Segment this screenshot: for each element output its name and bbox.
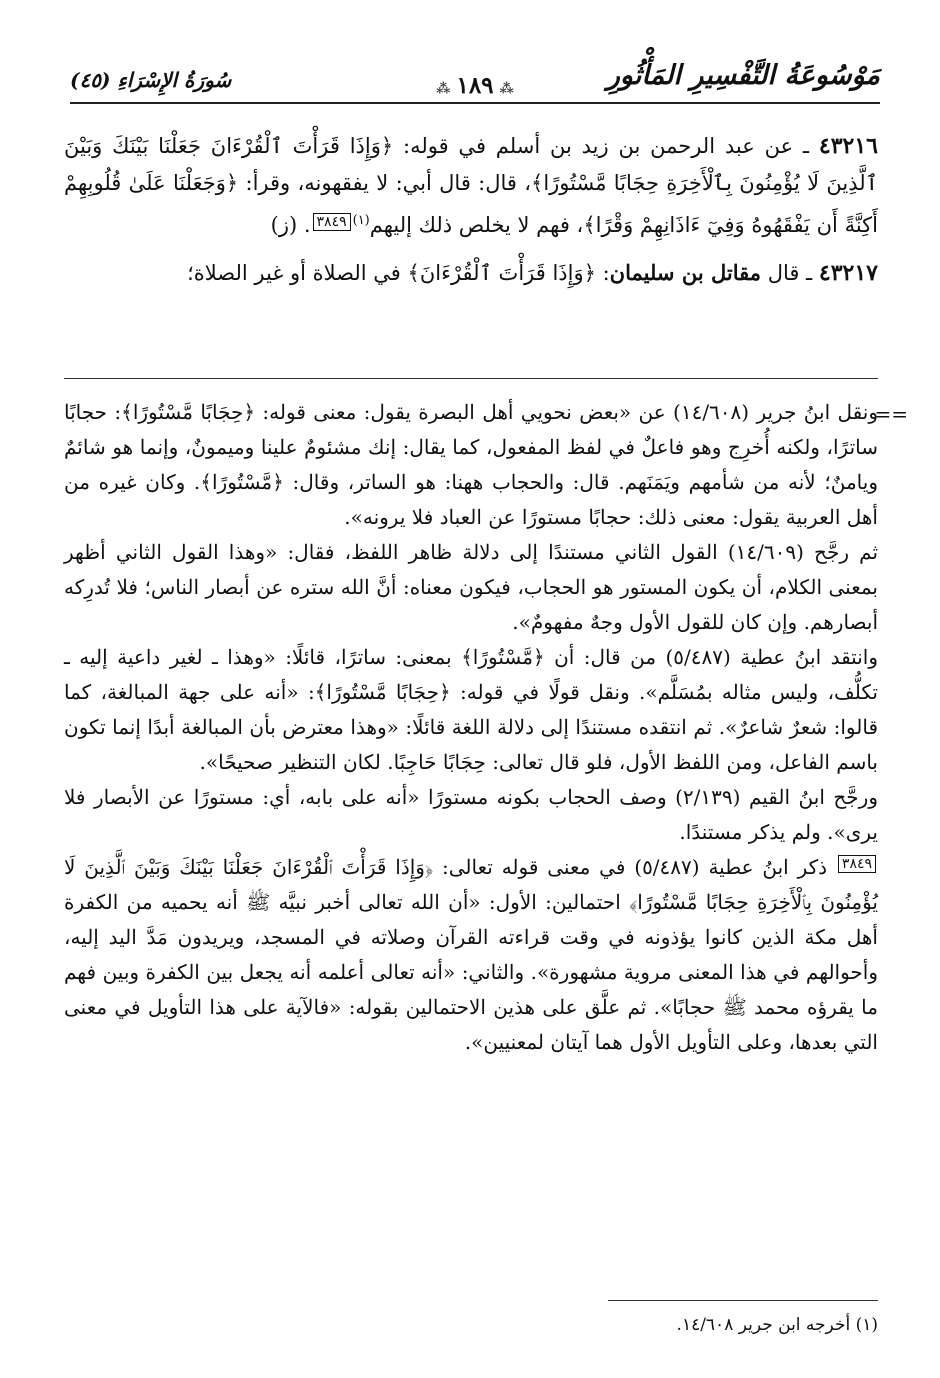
cross-reference-box[interactable]: ٣٨٤٩: [313, 213, 351, 231]
notes-separator: [64, 378, 878, 379]
commentary-notes: [64, 395, 908, 1060]
header-rule: [70, 102, 880, 104]
narration-entry: [64, 254, 878, 292]
continuation-mark: ==: [874, 402, 908, 426]
narration-entry: [64, 128, 878, 244]
note-paragraph-text: ذكر ابنُ عطية (٥/٤٨٧) في معنى قوله تعالى: ﴿وَإِذَا قَرَأْتَ ٱلْقُرْءَانَ جَعَلْنَا بَيْنَكَ وَبَيْنَ ٱلَّذِينَ لَا يُؤْمِنُونَ بِٱلْأَخِرَةِ حِجَابًا مَّسْتُورًا﴾ احتمالين: الأول: «أن الله تعالى أخبر نبيَّه ﷺ أنه يحميه من الكفرة أهل مكة الذين كانوا يؤذونه في وقت قراءته القرآن وصلاته في المسجد، ويريدون مَدَّ اليد إليه، وأحوالهم في هذا المعنى مروية مشهورة». والثاني: «أنه تعالى أعلمه أنه يجعل بين الكفرة وبين فهم ما يقرؤه محمد ﷺ حجابًا». ثم علَّق على هذين الاحتمالين بقوله: «فالآية على هذا التأويل في معنى التي بعدها، وعلى التأويل الأول هما آيتان لمعنيين».: [64, 855, 879, 1054]
page-header: [70, 58, 880, 108]
book-title: مَوْسُوعَةُ التَّفْسِيرِ المَأْثُورِ: [606, 60, 880, 91]
main-text: [64, 128, 878, 302]
entry-number: ٤٣٢١٦: [818, 133, 878, 159]
ornament-icon: ⁂: [436, 81, 451, 97]
footnote-separator: [608, 1300, 878, 1301]
entry-number: ٤٣٢١٧: [818, 260, 878, 286]
cross-reference-box[interactable]: ٣٨٤٩: [838, 855, 876, 873]
ornament-icon: ⁂: [499, 81, 514, 97]
entry-tail: . (ز): [270, 213, 311, 237]
entry-text: : ﴿وَإِذَا قَرَأْتَ ٱلْقُرْءَانَ﴾ في الصلاة أو غير الصلاة؛: [187, 261, 610, 285]
note-paragraph-with-ref: [64, 850, 878, 1060]
entry-text: ـ قال: [767, 261, 813, 285]
page-number: [430, 72, 520, 99]
note-paragraph: وانتقد ابنُ عطية (٥/٤٨٧) من قال: أن ﴿مَّسْتُورًا﴾ بمعنى: ساترًا، قائلًا: «وهذا ـ لغير داعية إليه ـ تكلُّف، وليس مثاله بمُسَلَّم». ونقل قولًا في قوله: ﴿حِجَابًا مَّسْتُورًا﴾: «أنه على جهة المبالغة، كما قالوا: شعرٌ شاعرٌ». ثم انتقده مستندًا إلى دلالة اللغة قائلًا: «وهذا معترض بأن المبالغة أبدًا إنما تكون باسم الفاعل، ومن اللفظ الأول، فلو قال تعالى: حِجَابًا حَاجِبًا. لكان التنظير صحيحًا».: [64, 645, 878, 774]
page-number-value: ١٨٩: [456, 72, 494, 99]
note-paragraph: ونقل ابنُ جرير (١٤/٦٠٨) عن «بعض نحويي أهل البصرة يقول: معنى قوله: ﴿حِجَابًا مَّسْتُورًا﴾: حجابًا ساترًا، ولكنه أُخرِج وهو فاعلٌ في لفظ المفعول، كما يقال: إنك مشئومٌ علينا وميمونٌ، وإنما هو شائمٌ ويامنٌ؛ لأنه من شأمهم ويَمَنَهم. قال: والحجاب ههنا: هو الساتر، وقال: ﴿مَّسْتُورًا﴾. وكان غيره من أهل العربية يقول: معنى ذلك: حجابًا مستورًا عن العباد فلا يرونه».: [64, 400, 878, 529]
footnote: (١) أخرجه ابن جرير ١٤/٦٠٨.: [676, 1315, 878, 1335]
note-paragraph: ثم رجَّح (١٤/٦٠٩) القول الثاني مستندًا إلى دلالة ظاهر اللفظ، فقال: «وهذا القول الثاني أظهر بمعنى الكلام، أن يكون المستور هو الحجاب، فيكون معناه: أنَّ الله ستره عن أبصار الناس؛ فلا تُدرِكه أبصارهم. وإن كان للقول الأول وجهٌ مفهومٌ».: [64, 540, 879, 634]
entry-text: ـ عن عبد الرحمن بن زيد بن أسلم في قوله: ﴿وَإِذَا قَرَأْتَ ٱلْقُرْءَانَ جَعَلْنَا بَيْنَكَ وَبَيْنَ ٱلَّذِينَ لَا يُؤْمِنُونَ بِٱلْأَخِرَةِ حِجَابًا مَّسْتُورًا﴾، قال: قال أبي: لا يفقهونه، وقرأ: ﴿وَجَعَلْنَا عَلَىٰ قُلُوبِهِمْ أَكِنَّةً أَن يَفْقَهُوهُ وَفِيٓ ءَاذَانِهِمْ وَقْرًا﴾، فهم لا يخلص ذلك إليهم: [64, 134, 878, 237]
note-paragraph: ورجَّح ابنُ القيم (٢/١٣٩) وصف الحجاب بكونه مستورًا «أنه على بابه، أي: مستورًا عن الأبصار فلا يرى». ولم يذكر مستندًا.: [64, 785, 878, 844]
narrator-name: مقاتل بن سليمان: [609, 260, 761, 285]
footnote-marker[interactable]: (١): [352, 213, 370, 228]
surah-name: سُورَةُ الإِسْرَاءِ (٤٥): [70, 68, 232, 92]
